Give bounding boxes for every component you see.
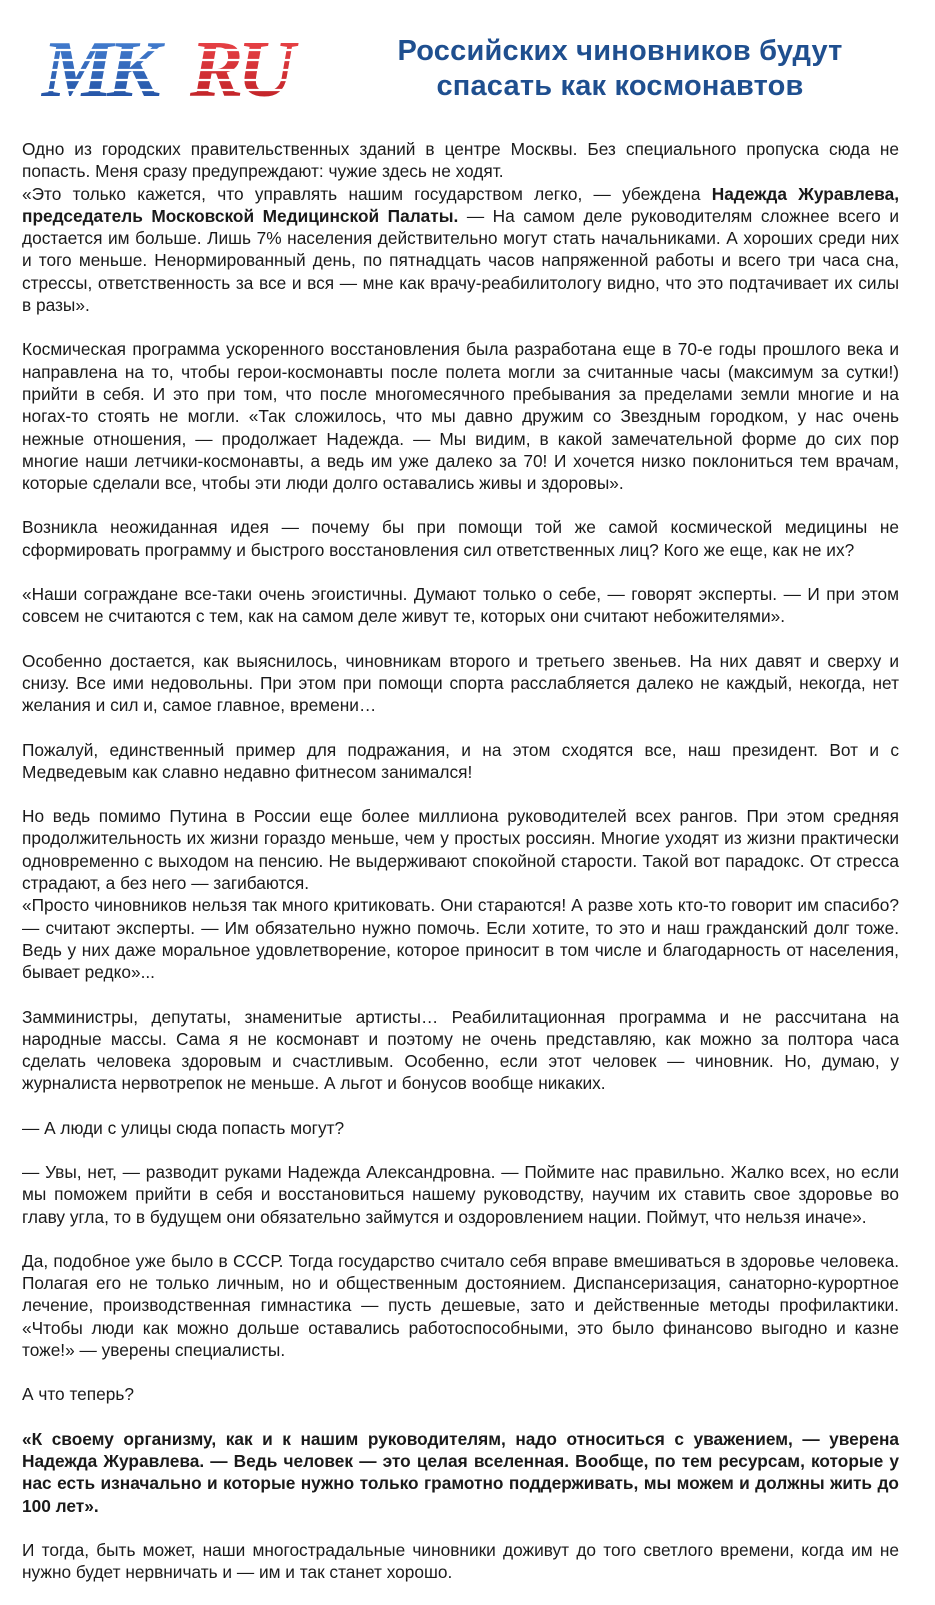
headline-line-2: спасать как космонавтов [436,70,804,102]
quote-text-end: — На самом деле руководителям сложнее всего и достается им больше. Лишь 7% населения действительно могут стать начальниками. А хороших среди них и того меньше. Ненормированный день, по пятнадцать часов напряженной работы и всего три часа сна, стрессы, ответственность за все и вся — мне как врачу-реабилитологу видно, что это подтачивает их силы в разы». [22,205,899,316]
logo-ru-letters: RU [190,28,290,108]
paragraph-ussr: Да, подобное уже было в СССР. Тогда государство считало себя вправе вмешиваться в здоровье человека. Полагая его не только личным, но и общественным достоянием. Диспансеризация, санаторно-курортное лечение, производственная гимнастика — пусть дешевые, зато и действенные методы профилактики. «Чтобы люди как можно дольше оставались работоспособными, это было финансово выгодно и казне тоже!» — уверены специалисты. [22,1250,899,1361]
paragraph-quote-zhuravleva [22,183,899,317]
article-body [22,138,899,1605]
logo-mk-letters: MK [42,28,155,108]
paragraph-intro: Одно из городских правительственных зданий в центре Москвы. Без специального пропуска сюда не попасть. Меня сразу предупреждают: чужие здесь не ходят. [22,139,899,182]
quote-speaker-bold: Надежда Журавлева, председатель Московской Медицинской Палаты. [22,183,899,226]
headline-line-1: Российских чиновников будут [397,35,843,67]
paragraph-now: А что теперь? [22,1384,134,1405]
quote-text-start: «Это только кажется, что управлять нашим государством легко, — убеждена [22,183,712,204]
paragraph-leaders: Но ведь помимо Путина в России еще более миллиона руководителей всех рангов. При этом средняя продолжительность их жизни гораздо меньше, чем у простых россиян. Многие уходят из жизни практически одновременно с выходом на пенсию. Не выдерживают спокойной старости. Такой вот парадокс. От стресса страдают, а без него — загибаются. [22,806,899,894]
paragraph-question: — А люди с улицы сюда попасть могут? [22,1117,345,1138]
paragraph-conclusion: И тогда, быть может, наши многострадальные чиновники доживут до того светлого времени, когда им не нужно будет нервничать и — им и так станет хорошо. [22,1539,899,1583]
paragraph-idea: Возникла неожиданная идея — почему бы при помощи той же самой космической медицины не сформировать программу и быстрого восстановления сил ответственных лиц? Кого же еще, как не их? [22,517,899,560]
paragraph-answer: — Увы, нет, — разводит руками Надежда Александровна. — Поймите нас правильно. Жалко всех, но если мы поможем прийти в себя и восстановиться нашему руководству, научим их ставить свое здоровье во главу угла, то в будущем они обязательно займутся и оздоровлением нации. Поймут, что нельзя иначе». [22,1161,899,1227]
paragraph-criticism: «Просто чиновников нельзя так много критиковать. Они стараются! А разве хоть кто-то говорит им спасибо? — считают эксперты. — Им обязательно нужно помочь. Если хотите, то это и наш гражданский долг тоже. Ведь у них даже моральное удовлетворение, которое приносит в том числе и благодарность от населения, бывает редко»... [22,895,899,983]
article-headline [340,34,900,104]
paragraph-program: Замминистры, депутаты, знаменитые артисты… Реабилитационная программа и не рассчитана на народные массы. Сама я не космонавт и поэтому не очень представляю, как можно за полтора часа сделать человека здоровым и счастливым. Особенно, если этот человек — чиновник. Но, думаю, у журналиста нервотрепок не меньше. А льгот и бонусов вообще никаких. [22,1006,899,1094]
mk-ru-logo-graphic [40,28,325,108]
paragraph-officials: Особенно достается, как выяснилось, чиновникам второго и третьего звеньев. На них давят и сверху и снизу. Все ими недовольны. При этом при помощи спорта расслабляется далеко не каждый, некогда, нет желания и сил и, самое главное, времени… [22,650,899,716]
article-header [0,0,935,120]
mk-ru-logo[interactable] [40,28,325,108]
paragraph-space-program: Космическая программа ускоренного восстановления была разработана еще в 70-е годы прошлого века и направлена на то, чтобы герои-космонавты после полета могли за считанные часы (максимум за сутки!) прийти в себя. И это при том, что после многомесячного пребывания за пределами земли многие и на ногах-то стоять не могли. «Так сложилось, что мы давно дружим со Звездным городком, у нас очень нежные отношения, — продолжает Надежда. — Мы видим, в какой замечательной форме до сих пор многие наши летчики-космонавты, а ведь им уже далеко за 70! И хочется низко поклониться тем врачам, которые сделали все, чтобы эти люди долго оставались живы и здоровы». [22,339,899,494]
paragraph-president: Пожалуй, единственный пример для подражания, и на этом сходятся все, наш президент. Вот и с Медведевым как славно недавно фитнесом занимался! [22,739,899,782]
paragraph-citizens: «Наши сограждане все-таки очень эгоистичны. Думают только о себе, — говорят эксперты. — И при этом совсем не считаются с тем, как на самом деле живут те, которых они считают небожителями». [22,584,899,627]
paragraph-bold-quote: «К своему организму, как и к нашим руководителям, надо относиться с уважением, — уверена Надежда Журавлева. — Ведь человек — это целая вселенная. Вообще, по тем ресурсам, которые у нас есть изначально и которые нужно только грамотно поддерживать, мы можем и должны жить до 100 лет». [22,1428,899,1516]
